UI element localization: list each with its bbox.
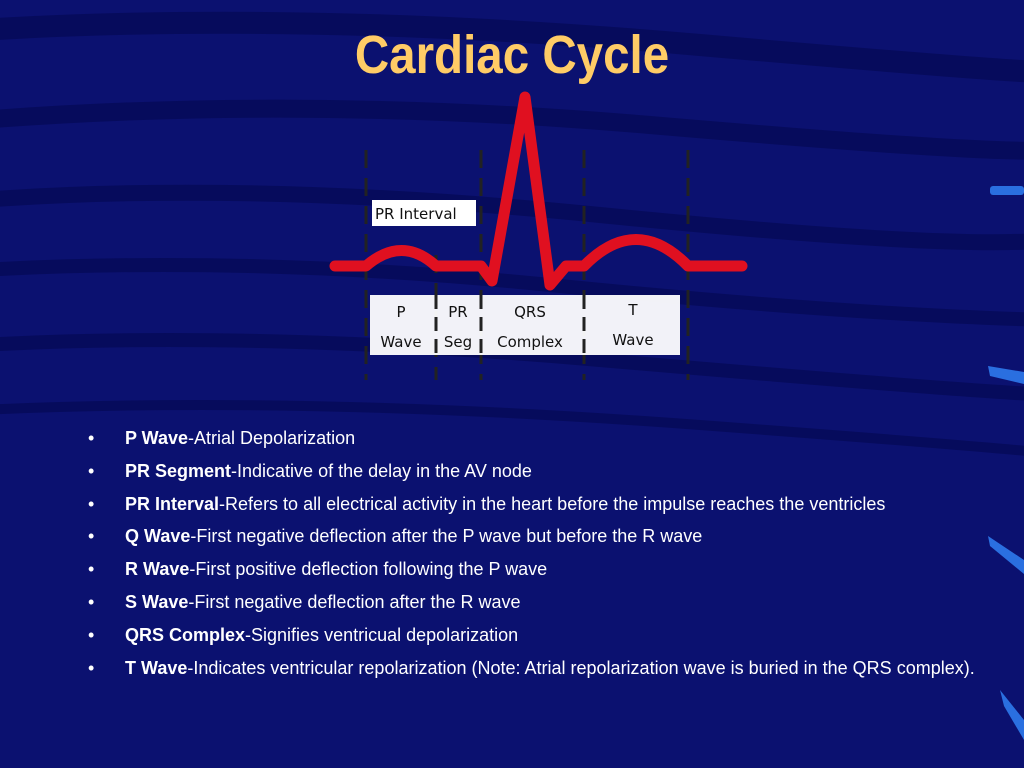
segment-label-p-line1: P [396,303,406,321]
segment-label-t-line1: T [628,301,638,319]
term: S Wave [125,591,189,612]
bullet-icon: • [88,460,95,481]
segment-label-t-line2: Wave [612,331,654,349]
bullet-icon: • [88,591,95,612]
segment-label-qrs-line2: Complex [497,333,563,351]
term: PR Interval [125,493,220,514]
term: Q Wave [125,526,191,547]
list-item [88,492,988,525]
list-item [88,590,988,623]
term: PR Segment [125,460,232,481]
segment-label-pr-line2: Seg [443,333,473,351]
bullet-icon: • [88,657,95,678]
definition-list [88,426,988,692]
description: -Indicates ventricular repolarization (Note: Atrial repolarization wave is buried in the QRS complex). [187,657,975,678]
slide-title: Cardiac Cycle [354,25,670,85]
interval-label: PR Interval [375,205,457,223]
description: -Signifies ventricual depolarization [245,624,519,645]
list-item [88,426,988,459]
term: T Wave [125,657,188,678]
list-item [88,644,988,692]
term: R Wave [125,559,190,580]
bullet-icon: • [88,493,95,514]
list-item [88,524,988,557]
term: P Wave [125,428,189,448]
bullet-icon: • [88,526,95,547]
bullet-icon: • [88,559,95,580]
bullet-icon: • [88,428,95,448]
description: -First negative deflection after the P wave but before the R wave [190,526,703,547]
description: -First negative deflection after the R wave [188,591,521,612]
term: QRS Complex [125,624,246,645]
ecg-diagram [320,85,760,385]
segment-label-qrs-line1: QRS [514,303,546,321]
description: -Atrial Depolarization [188,428,356,448]
description: -Indicative of the delay in the AV node [231,460,532,481]
ecg-trace [335,97,742,285]
segment-label-pr-line1: PR [448,303,468,321]
bullet-icon: • [88,624,95,645]
description: -First positive deflection following the P wave [189,559,548,580]
list-item [88,557,988,590]
list-item [88,459,988,492]
segment-label-p-line2: Wave [380,333,422,351]
description: -Refers to all electrical activity in the heart before the impulse reaches the ventricles [219,493,886,514]
